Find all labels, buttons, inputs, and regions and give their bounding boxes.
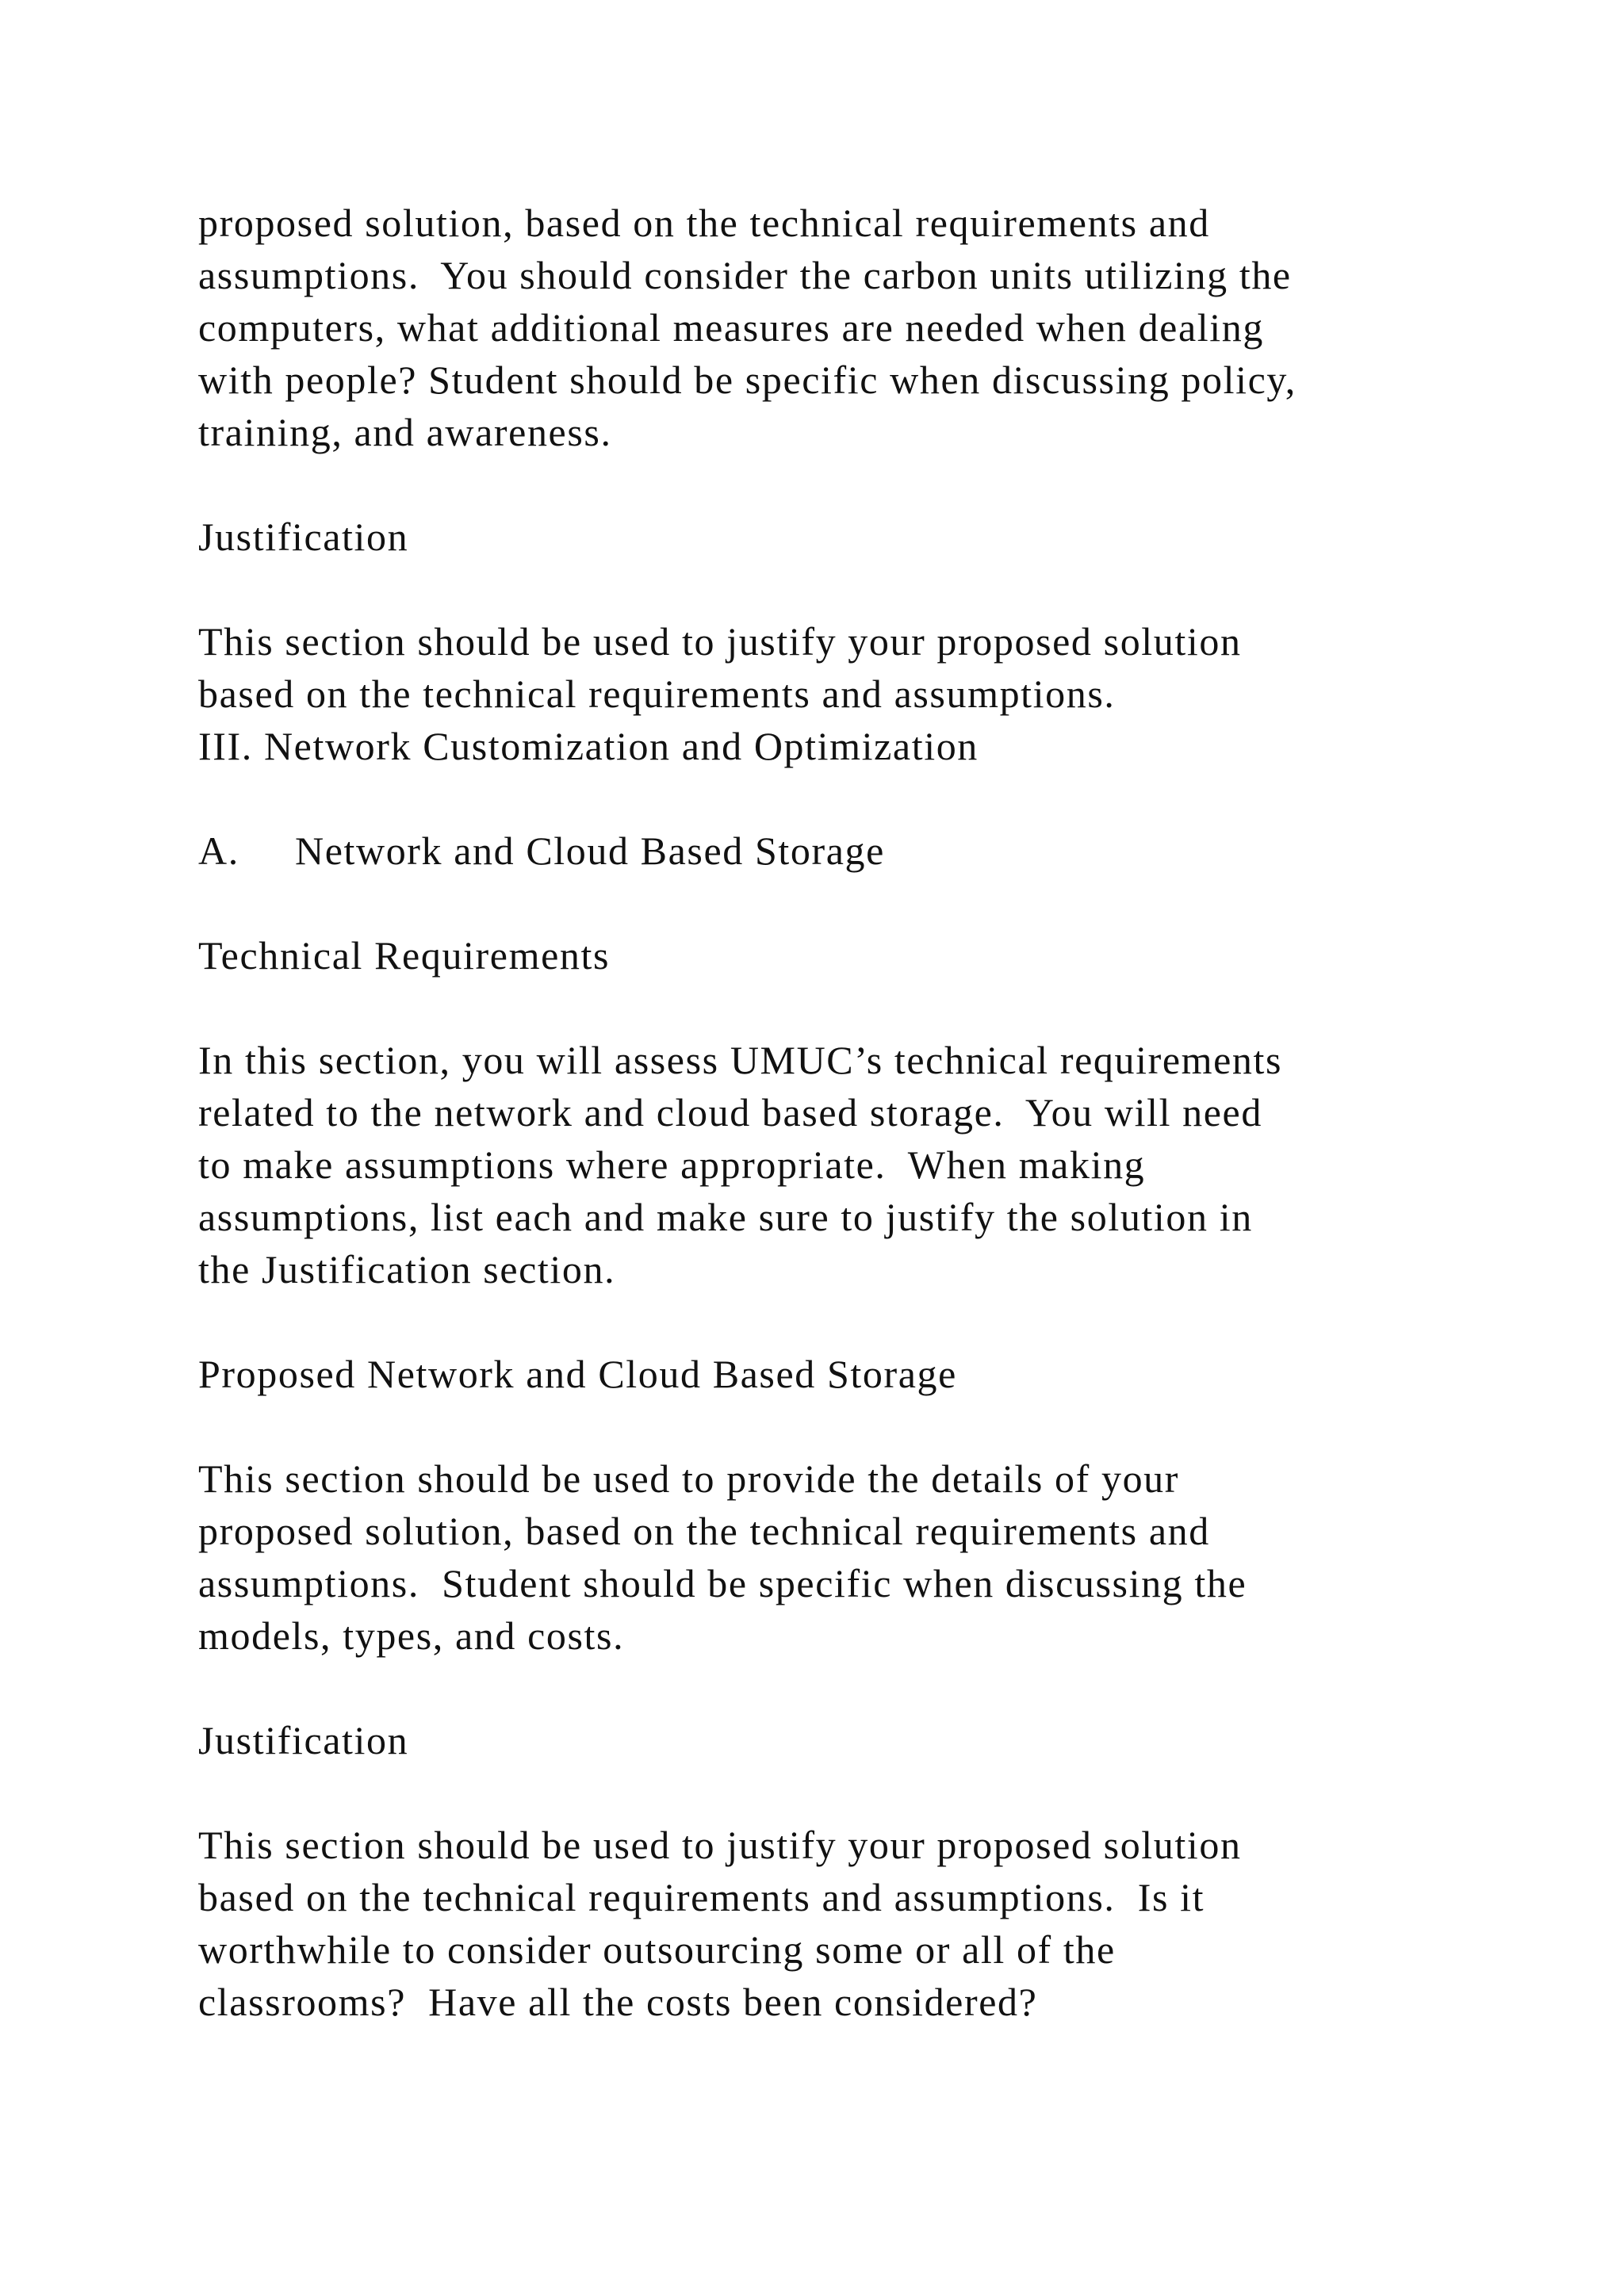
paragraph-justification [198, 615, 1483, 720]
spacer [198, 1662, 1483, 1714]
text-line: based on the technical requirements and assumptions. Is it [198, 1875, 1205, 1919]
spacer [198, 458, 1483, 511]
text-line: proposed solution, based on the technical requirements and [198, 1509, 1210, 1553]
text-line: with people? Student should be specific when discussing policy, [198, 358, 1297, 402]
text-line: worthwhile to consider outsourcing some or all of the [198, 1927, 1116, 1972]
technical-requirements-heading: Technical Requirements [198, 933, 611, 978]
paragraph-technical-requirements [198, 1034, 1483, 1295]
spacer [198, 1295, 1483, 1348]
section-heading: III. Network Customization and Optimization [198, 724, 979, 768]
subsection-title: Network and Cloud Based Storage [295, 828, 885, 873]
paragraph-proposed-solution-people [198, 197, 1483, 458]
proposed-storage-heading: Proposed Network and Cloud Based Storage [198, 1352, 957, 1396]
text-line: based on the technical requirements and assumptions. [198, 672, 1116, 716]
text-line: related to the network and cloud based storage. You will need [198, 1090, 1262, 1135]
text-line: This section should be used to justify your proposed solution [198, 619, 1242, 664]
spacer [198, 772, 1483, 825]
subsection-heading [198, 825, 1483, 877]
text-line: proposed solution, based on the technical requirements and [198, 201, 1210, 245]
paragraph-proposed-storage [198, 1452, 1483, 1662]
paragraph-justification-outsourcing [198, 1819, 1483, 2028]
justification-heading: Justification [198, 515, 409, 559]
text-line: This section should be used to provide the details of your [198, 1456, 1180, 1501]
text-line: to make assumptions where appropriate. When making [198, 1142, 1146, 1187]
document-body [198, 197, 1483, 2028]
spacer [198, 563, 1483, 615]
spacer [198, 982, 1483, 1034]
text-line: classrooms? Have all the costs been considered? [198, 1980, 1038, 2024]
spacer [198, 1400, 1483, 1452]
text-line: This section should be used to justify your proposed solution [198, 1823, 1242, 1867]
spacer [198, 1766, 1483, 1819]
text-line: assumptions. You should consider the carbon units utilizing the [198, 253, 1292, 297]
text-line: assumptions. Student should be specific when discussing the [198, 1561, 1247, 1605]
text-line: models, types, and costs. [198, 1613, 625, 1658]
justification-heading: Justification [198, 1718, 409, 1762]
text-line: In this section, you will assess UMUC’s technical requirements [198, 1038, 1283, 1082]
text-line: training, and awareness. [198, 410, 612, 454]
spacer [198, 877, 1483, 929]
subsection-label: A. [198, 828, 239, 873]
text-line: the Justification section. [198, 1247, 616, 1292]
text-line: computers, what additional measures are needed when dealing [198, 305, 1264, 350]
text-line: assumptions, list each and make sure to justify the solution in [198, 1195, 1253, 1239]
